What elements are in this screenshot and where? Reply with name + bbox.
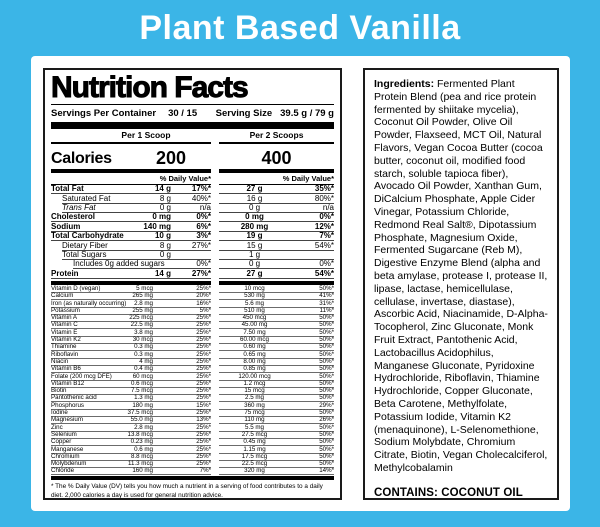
nutrient-label: Chloride: [51, 467, 75, 475]
nutrient-amount-per-1-scoop: 14 g: [154, 184, 171, 194]
column-gap: [211, 402, 219, 409]
nutrient-dv-per-1-scoop: 25%*: [196, 285, 211, 292]
nutrient-label: Dietary Fiber: [62, 240, 108, 250]
nutrient-amount-per-2-scoops: 110 mg: [244, 416, 265, 424]
divider-bar: [51, 122, 334, 129]
nutrient-amount-per-2-scoops: 280 mg: [240, 221, 269, 231]
daily-value-header-col2: % Daily Value*: [219, 174, 334, 185]
nutrient-dv-per-2-scoops: 50%*: [319, 321, 334, 329]
column-gap: [211, 424, 219, 431]
nutrient-dv-per-2-scoops: 29%*: [319, 401, 334, 409]
nutrient-dv-per-2-scoops: 41%*: [319, 292, 334, 300]
nutrient-dv-per-1-scoop: 25%*: [196, 379, 211, 387]
nutrient-dv-per-2-scoops: 50%*: [319, 452, 334, 460]
nutrient-amount-per-2-scoops: 0.65 mg: [243, 350, 266, 358]
per-1-scoop-header: Per 1 Scoop: [51, 131, 211, 144]
nutrient-dv-per-1-scoop: 25%*: [196, 357, 211, 365]
nutrient-label: Includes 0g added sugars: [73, 259, 165, 269]
nutrient-dv-per-1-scoop: 25%*: [196, 430, 211, 438]
nutrient-amount-per-2-scoops: 8.00 mg: [243, 357, 266, 365]
servings-per-container-label: Servings Per Container: [51, 107, 157, 119]
nutrient-amount-per-2-scoops: 2.5 mg: [245, 394, 264, 402]
nutrient-dv-per-2-scoops: 54%*: [314, 268, 334, 278]
nutrient-label: Vitamin K2: [51, 336, 81, 344]
nutrient-dv-per-1-scoop: 27%*: [191, 268, 211, 278]
ingredients-paragraph: [374, 78, 548, 475]
nutrient-amount-per-2-scoops: 45.00 mg: [241, 321, 268, 329]
macro-nutrient-rows: [51, 185, 334, 279]
nutrient-amount-per-2-scoops: 10 mcg: [244, 285, 265, 292]
nutrient-dv-per-2-scoops: 54%*: [314, 240, 334, 250]
nutrient-amount-per-2-scoops: 19 g: [246, 231, 263, 241]
nutrient-dv-per-2-scoops: 7%*: [319, 231, 334, 241]
divider-bar-split: [51, 169, 334, 173]
nutrient-dv-per-1-scoop: 25%*: [196, 365, 211, 373]
nutrient-dv-per-2-scoops: 12%*: [314, 221, 334, 231]
nutrient-dv-per-2-scoops: 50%*: [319, 365, 334, 373]
nutrition-facts-panel: [43, 68, 342, 500]
nutrient-label: Vitamin E: [51, 328, 78, 336]
nutrient-dv-per-1-scoop: 25%*: [196, 387, 211, 395]
nutrient-amount-per-2-scoops: 1.2 mcg: [243, 379, 266, 387]
nutrient-amount-per-1-scoop: 8.8 mcg: [130, 452, 153, 460]
nutrient-dv-per-1-scoop: 15%*: [196, 401, 211, 409]
scoop-header-row: [51, 131, 334, 144]
nutrient-label: Total Fat: [51, 184, 84, 194]
column-gap: [211, 204, 219, 213]
column-gap: [211, 410, 219, 417]
column-gap: [211, 232, 219, 241]
nutrient-dv-per-2-scoops: 50%*: [319, 423, 334, 431]
nutrient-amount-per-1-scoop: 14 g: [154, 268, 171, 278]
calories-per-2-scoops: 400: [261, 147, 292, 168]
nutrient-dv-per-1-scoop: 20%*: [196, 292, 211, 300]
nutrient-label: Copper: [51, 438, 72, 446]
column-gap: [211, 439, 219, 446]
nutrient-amount-per-1-scoop: 8 g: [159, 240, 171, 250]
column-gap: [211, 194, 219, 203]
nutrient-amount-per-1-scoop: 0 g: [159, 249, 171, 259]
column-gap: [211, 344, 219, 351]
nutrient-row: [51, 269, 334, 278]
per-2-scoops-header: Per 2 Scoops: [219, 131, 334, 144]
column-gap: [211, 366, 219, 373]
nutrient-amount-per-2-scoops: 0 g: [248, 202, 261, 212]
nutrient-dv-per-1-scoop: 5%*: [199, 306, 211, 314]
nutrient-dv-per-1-scoop: 0%*: [196, 259, 211, 269]
nutrient-dv-per-1-scoop: 25%*: [196, 460, 211, 468]
nutrient-dv-per-1-scoop: 7%*: [199, 467, 211, 475]
nutrient-amount-per-1-scoop: 0 mg: [152, 212, 171, 222]
nutrient-dv-per-2-scoops: 50%*: [319, 336, 334, 344]
nutrient-amount-per-2-scoops: 7.50 mg: [243, 328, 266, 336]
nutrient-dv-per-1-scoop: 6%*: [196, 221, 211, 231]
column-gap: [211, 315, 219, 322]
daily-value-header-col1: % Daily Value*: [51, 174, 211, 185]
nutrient-label: Molybdenum: [51, 460, 87, 468]
nutrient-dv-per-1-scoop: n/a: [199, 202, 211, 212]
nutrient-dv-per-2-scoops: 50%*: [319, 430, 334, 438]
nutrient-row: [51, 468, 334, 475]
nutrient-amount-per-2-scoops: 0 g: [248, 259, 261, 269]
nutrient-label: Cholesterol: [51, 212, 96, 222]
column-gap: [211, 468, 219, 475]
nutrient-dv-per-2-scoops: 50%*: [319, 285, 334, 292]
nutrient-label: Protein: [51, 268, 79, 278]
nutrient-dv-per-1-scoop: 25%*: [196, 423, 211, 431]
column-gap: [211, 381, 219, 388]
nutrient-amount-per-1-scoop: 5 mcg: [136, 285, 153, 292]
nutrient-dv-per-1-scoop: 25%*: [196, 452, 211, 460]
nutrient-label: Sodium: [51, 221, 81, 231]
ingredients-label: Ingredients:: [374, 78, 435, 90]
nutrient-dv-per-1-scoop: 25%*: [196, 321, 211, 329]
nutrient-amount-per-2-scoops: 75 mcg: [244, 409, 265, 417]
ingredients-panel: [363, 68, 559, 500]
nutrient-amount-per-2-scoops: 510 mg: [244, 306, 265, 314]
nutrient-dv-per-2-scoops: 50%*: [319, 350, 334, 358]
nutrient-amount-per-2-scoops: 16 g: [246, 193, 263, 203]
nutrient-dv-per-2-scoops: 50%*: [319, 438, 334, 446]
nutrient-amount-per-1-scoop: 37.5 mcg: [127, 409, 153, 417]
divider-bar: [51, 476, 334, 480]
column-gap: [211, 144, 219, 167]
nutrient-amount-per-1-scoop: 13.8 mcg: [127, 430, 153, 438]
nutrient-dv-per-2-scoops: 50%*: [319, 328, 334, 336]
nutrient-dv-per-2-scoops: 26%*: [319, 416, 334, 424]
nutrient-label: Magnesium: [51, 416, 83, 424]
column-gap: [211, 251, 219, 260]
nutrient-label: Iodine: [51, 409, 68, 417]
nutrient-dv-per-1-scoop: 25%*: [196, 336, 211, 344]
nutrient-label: Total Carbohydrate: [51, 231, 124, 241]
nutrient-dv-per-2-scoops: 31%*: [319, 299, 334, 307]
column-gap: [211, 213, 219, 222]
nutrient-amount-per-1-scoop: 0.23 mg: [130, 438, 153, 446]
nutrient-amount-per-1-scoop: 11.3 mcg: [128, 460, 153, 468]
nutrient-amount-per-1-scoop: 0.6 mcg: [130, 379, 153, 387]
nutrient-amount-per-2-scoops: 120.00 mcg: [238, 372, 271, 380]
nutrient-label: Riboflavin: [51, 350, 79, 358]
nutrient-dv-per-2-scoops: 50%*: [319, 357, 334, 365]
column-gap: [211, 300, 219, 307]
nutrient-dv-per-1-scoop: 25%*: [196, 445, 211, 453]
nutrient-amount-per-1-scoop: 10 g: [154, 231, 171, 241]
column-gap: [211, 241, 219, 250]
nutrient-dv-per-2-scoops: 50%*: [319, 387, 334, 395]
nutrient-amount-per-1-scoop: 0.4 mg: [134, 365, 153, 373]
nutrient-amount-per-2-scoops: 0.85 mg: [243, 365, 266, 373]
nutrient-label: Phosphorus: [51, 401, 85, 409]
nutrient-amount-per-2-scoops: 360 mg: [244, 401, 265, 409]
serving-size-label: Serving Size: [215, 107, 273, 119]
nutrient-label: Iron (as naturally occurring): [51, 299, 127, 307]
nutrient-dv-per-1-scoop: 25%*: [196, 372, 211, 380]
nutrient-label: Vitamin D (vegan): [51, 285, 101, 292]
column-gap: [211, 308, 219, 315]
column-gap: [211, 222, 219, 231]
column-gap: [211, 359, 219, 366]
column-gap: [211, 446, 219, 453]
column-gap: [211, 351, 219, 358]
nutrient-amount-per-1-scoop: 4 mg: [139, 357, 153, 365]
nutrient-label: Folate (200 mcg DFE): [51, 372, 112, 380]
nutrient-label: Niacin: [51, 357, 69, 365]
column-gap: [211, 395, 219, 402]
nutrient-dv-per-1-scoop: 25%*: [196, 328, 211, 336]
servings-row: [51, 104, 334, 121]
nutrient-label: Vitamin B12: [51, 379, 85, 387]
nutrient-dv-per-2-scoops: 50%*: [319, 379, 334, 387]
nutrient-amount-per-1-scoop: 0.6 mg: [134, 445, 153, 453]
nutrient-amount-per-1-scoop: 255 mg: [132, 306, 153, 314]
nutrient-label: Potassium: [51, 306, 80, 314]
column-gap: [211, 388, 219, 395]
nutrient-amount-per-2-scoops: 0.60 mg: [243, 343, 266, 351]
nutrient-label: Trans Fat: [62, 202, 96, 212]
nutrient-dv-per-1-scoop: 25%*: [196, 438, 211, 446]
nutrient-dv-per-1-scoop: 25%*: [196, 314, 211, 322]
nutrient-label: Saturated Fat: [62, 193, 111, 203]
nutrient-amount-per-1-scoop: 7.5 mcg: [130, 387, 153, 395]
nutrient-amount-per-1-scoop: 225 mcg: [129, 314, 153, 322]
nutrition-facts-title: Nutrition Facts: [51, 71, 248, 104]
nutrient-amount-per-2-scoops: 15 g: [246, 240, 263, 250]
nutrient-amount-per-2-scoops: 22.5 mcg: [241, 460, 268, 468]
nutrient-dv-per-1-scoop: 25%*: [196, 350, 211, 358]
nutrient-amount-per-1-scoop: 60 mcg: [132, 372, 153, 380]
nutrient-dv-per-1-scoop: 40%*: [191, 193, 211, 203]
nutrient-label: Selenium: [51, 430, 77, 438]
column-gap: [211, 432, 219, 439]
nutrient-amount-per-2-scoops: 60.00 mcg: [240, 336, 269, 344]
nutrient-dv-per-1-scoop: 25%*: [196, 409, 211, 417]
nutrient-amount-per-2-scoops: 320 mg: [244, 467, 265, 475]
nutrient-dv-per-2-scoops: 50%*: [319, 409, 334, 417]
nutrient-amount-per-2-scoops: 1.15 mg: [243, 445, 266, 453]
nutrient-label: Calcium: [51, 292, 74, 300]
nutrient-label: Chromium: [51, 452, 80, 460]
nutrient-label: Vitamin A: [51, 314, 78, 322]
nutrient-dv-per-2-scoops: 11%*: [319, 306, 334, 314]
nutrient-amount-per-1-scoop: 0 g: [159, 202, 171, 212]
nutrient-dv-per-2-scoops: 0%*: [319, 212, 334, 222]
nutrient-amount-per-2-scoops: 450 mcg: [242, 314, 267, 322]
column-gap: [211, 185, 219, 194]
daily-value-footnote: * The % Daily Value (DV) tells you how much a nutrient in a serving of food contributes to a daily diet. 2,000 calories a day is used for general nutrition advice.: [51, 483, 323, 499]
calories-label: Calories: [51, 149, 112, 167]
nutrient-dv-per-2-scoops: 80%*: [314, 193, 334, 203]
nutrient-dv-per-1-scoop: 3%*: [196, 231, 211, 241]
nutrient-amount-per-2-scoops: 27 g: [246, 268, 263, 278]
nutrient-label: Vitamin C: [51, 321, 78, 329]
nutrient-dv-per-2-scoops: 50%*: [319, 460, 334, 468]
daily-value-header-row: [51, 174, 334, 185]
nutrient-amount-per-2-scoops: 530 mg: [244, 292, 265, 300]
column-gap: [211, 293, 219, 300]
nutrient-label: Manganese: [51, 445, 84, 453]
nutrient-dv-per-2-scoops: 35%*: [314, 184, 334, 194]
nutrient-dv-per-2-scoops: 14%*: [319, 467, 334, 475]
column-gap: [211, 174, 219, 185]
column-gap: [211, 322, 219, 329]
nutrient-amount-per-2-scoops: 1 g: [248, 249, 261, 259]
nutrient-amount-per-1-scoop: 2.8 mg: [134, 423, 153, 431]
nutrient-dv-per-2-scoops: 50%*: [319, 343, 334, 351]
nutrient-amount-per-1-scoop: 2.8 mg: [134, 299, 153, 307]
nutrient-amount-per-1-scoop: 160 mg: [132, 467, 153, 475]
nutrient-label: Zinc: [51, 423, 63, 431]
column-gap: [211, 329, 219, 336]
nutrient-amount-per-2-scoops: 17.5 mcg: [241, 452, 268, 460]
nutrient-amount-per-2-scoops: 0 mg: [245, 212, 264, 222]
nutrient-label: Pantothenic acid: [51, 394, 97, 402]
page-title: Plant Based Vanilla: [139, 8, 461, 47]
nutrient-dv-per-2-scoops: n/a: [322, 202, 334, 212]
nutrient-dv-per-2-scoops: 50%*: [319, 445, 334, 453]
nutrient-label: Thiamine: [51, 343, 77, 351]
nutrient-amount-per-2-scoops: 15 mcg: [244, 387, 265, 395]
column-gap: [211, 260, 219, 269]
nutrient-amount-per-2-scoops: 5.5 mg: [245, 423, 264, 431]
column-gap: [211, 373, 219, 380]
nutrient-dv-per-1-scoop: 0%*: [196, 212, 211, 222]
nutrient-amount-per-1-scoop: 140 mg: [143, 221, 171, 231]
nutrient-amount-per-1-scoop: 265 mg: [132, 292, 153, 300]
serving-size-value: 39.5 g / 79 g: [280, 107, 334, 119]
nutrient-amount-per-2-scoops: 0.45 mg: [243, 438, 266, 446]
column-gap: [211, 131, 219, 144]
column-gap: [211, 269, 219, 278]
column-gap: [211, 454, 219, 461]
nutrient-dv-per-1-scoop: 16%*: [196, 299, 211, 307]
column-gap: [211, 461, 219, 468]
ingredients-text: Fermented Plant Protein Blend (pea and rice protein fermented by shiitake mycelia), Coconut Oil Powder, Olive Oil Powder, Flaxseed, MCT Oil, Natural Flavors, Vegan Cocoa Butter (cocoa butter, coconut oil, modified food starch, soluble tapioca fiber), Avocado Oil Powder, Xanthan Gum, DiCalcium Phosphate, Apple Cider Vinegar, Potassium Chloride, Redmond Real Salt®, Dipotassium Phosphate, Magnesium Oxide, Fermented Sugarcane (Reb M), Digestive Enzyme Blend (alpha and beta amylase, protease I, protease II, lipase, lactase, hemicellulase, cellulase, invertase, diastase), Ascorbic Acid, Niacinamide, D-Alpha-Tocopherol, Zinc Gluconate, Monk Fruit Extract, Pantothenic Acid, Lactobacillus Acidophilus, Manganese Gluconate, Pyridoxine Hydrochloride, Riboflavin, Thiamine Hydrochloride, Copper Gluconate, Beta Carotene, Methylfolate, Potassium Iodide, Vitamin K2 (menaquinone), L-Selenomethione, Sodium Molybdate, Chromium Citrate, Biotin, Vegan Cholecalciferol, Methylcobalamin: [374, 78, 548, 474]
nutrient-label: Total Sugars: [62, 249, 107, 259]
nutrient-amount-per-1-scoop: 1.3 mg: [134, 394, 153, 402]
nutrient-dv-per-1-scoop: 13%*: [196, 416, 211, 424]
nutrient-amount-per-1-scoop: 22.5 mg: [130, 321, 153, 329]
nutrient-amount-per-1-scoop: 3.8 mg: [134, 328, 153, 336]
nutrient-label: Vitamin B6: [51, 365, 81, 373]
nutrient-amount-per-1-scoop: 180 mg: [132, 401, 153, 409]
nutrient-amount-per-1-scoop: 0.3 mg: [134, 350, 153, 358]
nutrient-dv-per-1-scoop: 27%*: [191, 240, 211, 250]
column-gap: [211, 337, 219, 344]
column-gap: [211, 417, 219, 424]
nutrient-amount-per-2-scoops: 27.5 mcg: [241, 430, 268, 438]
nutrient-dv-per-2-scoops: 50%*: [319, 394, 334, 402]
nutrient-dv-per-2-scoops: 0%*: [319, 259, 334, 269]
nutrient-dv-per-2-scoops: 50%*: [319, 314, 334, 322]
calories-per-1-scoop: 200: [155, 147, 187, 168]
column-gap: [211, 286, 219, 293]
nutrient-dv-per-1-scoop: 25%*: [196, 343, 211, 351]
contains-statement: CONTAINS: COCONUT OIL: [374, 486, 523, 499]
nutrient-amount-per-1-scoop: 55.0 mg: [130, 416, 153, 424]
nutrient-dv-per-1-scoop: 25%*: [196, 394, 211, 402]
servings-per-container-value: 30 / 15: [168, 107, 198, 119]
label-card: [31, 56, 570, 511]
calories-row: [51, 144, 334, 167]
nutrient-dv-per-1-scoop: 17%*: [191, 184, 211, 194]
nutrient-amount-per-1-scoop: 0.3 mg: [134, 343, 153, 351]
nutrient-amount-per-2-scoops: 5.6 mg: [245, 299, 264, 307]
nutrient-amount-per-1-scoop: 8 g: [159, 193, 171, 203]
nutrient-label: Biotin: [51, 387, 67, 395]
nutrient-amount-per-1-scoop: 30 mcg: [132, 336, 153, 344]
nutrient-dv-per-2-scoops: 50%*: [319, 372, 334, 380]
nutrient-amount-per-2-scoops: 27 g: [246, 184, 263, 194]
vitamin-mineral-rows: [51, 286, 334, 476]
